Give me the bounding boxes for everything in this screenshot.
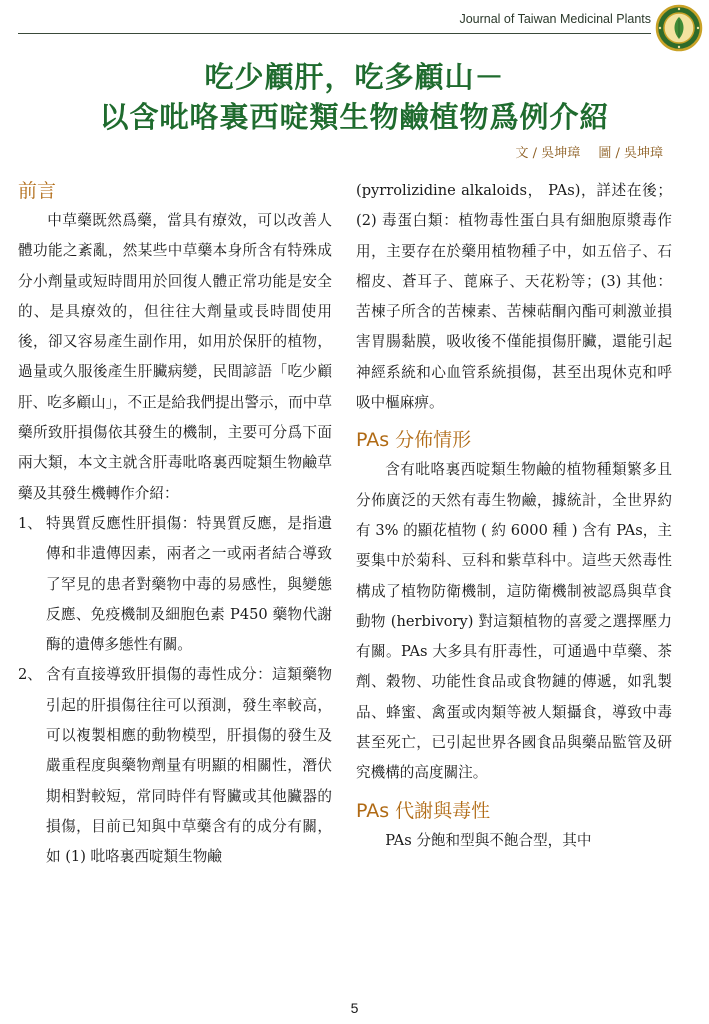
column-right <box>356 176 672 856</box>
section-heading-intro: 前言 <box>18 180 57 202</box>
list-item-number: 2、 <box>18 666 42 684</box>
metabolism-paragraph: PAs 分飽和型與不飽合型，其中 <box>385 831 592 849</box>
list-item-text: 特異質反應性肝損傷：特異質反應，是指遺傳和非遺傳因素，兩者之一或兩者結合導致了罕見的患者對藥物中毒的易感性，與變態反應、免疫機制及細胞色素 P450 藥物代謝酶的遺傳多態性有關。 <box>46 514 332 654</box>
article-title-line2: 以含吡咯裏西啶類生物鹼植物爲例介紹 <box>99 100 610 134</box>
journal-seal-icon <box>655 4 703 52</box>
column-left <box>18 176 332 873</box>
article-title-line1: 吃少顧肝，吃多顧山－ <box>204 60 505 94</box>
distribution-paragraph: 含有吡咯裏西啶類生物鹼的植物種類繁多且分佈廣泛的天然有毒生物鹼，據統計，全世界約有 3% 的顯花植物 ( 約 6000 種 ) 含有 PAs，主要集中於菊科、豆科和紫草科中。這些天然毒性構成了植物防衛機制，這防衛機制被認爲與草食動物 (herbivory) 對這類植物的喜愛之選擇壓力有關。PAs 大多具有肝毒性，可通過中草藥、茶劑、穀物、功能性食品或食物鏈的傳遞，如乳製品、蜂蜜、禽蛋或肉類等被人類攝食，導致中毒甚至死亡，已引起世界各國食品與藥品監管及研究機構的高度關注。 <box>356 461 672 782</box>
list-item <box>18 660 332 872</box>
section-heading-metabolism: PAs 代謝與毒性 <box>356 799 491 822</box>
list-item-text: 含有直接導致肝損傷的毒性成分：這類藥物引起的肝損傷往往可以預測，發生率較高，可以複製相應的動物模型，肝損傷的發生及嚴重程度與藥物劑量有明顯的相關性，潛伏期相對較短，常同時伴有腎臟或其他臟器的損傷，目前已知與中草藥含有的成分有關，如 (1) 吡咯裏西啶類生物鹼 <box>46 666 332 866</box>
page-number: 5 <box>350 1000 359 1016</box>
section-heading-distribution: PAs 分佈情形 <box>356 429 472 452</box>
header-divider <box>18 33 651 34</box>
intro-continued-paragraph: (pyrrolizidine alkaloids， PAs)，詳述在後；(2) 毒蛋白類：植物毒性蛋白具有細胞原漿毒作用，主要存在於藥用植物種子中，如五倍子、石榴皮、蒼耳子、蓖麻子、天花粉等；(3) 其他：苦楝子所含的苦楝素、苦楝萜酮內酯可刺激並損害胃腸黏膜，吸收後不僅能損傷肝臟，還能引起神經系統和心血管系統損傷，甚至出現休克和呼吸中樞麻痹。 <box>356 182 672 412</box>
journal-name: Journal of Taiwan Medicinal Plants <box>459 12 651 26</box>
byline-author: 文 / 吳坤璋 <box>515 146 581 161</box>
byline <box>516 142 663 161</box>
mechanism-list <box>18 509 332 873</box>
list-item-number: 1、 <box>18 514 42 532</box>
list-item <box>18 509 332 660</box>
byline-illustrator: 圖 / 吳坤璋 <box>598 146 663 161</box>
intro-paragraph: 中草藥既然爲藥，當具有療效，可以改善人體功能之紊亂，然某些中草藥本身所含有特殊成分小劑量或短時間用於回復人體正常功能是安全的、是具療效的，但往往大劑量或長時間使用後，卻又容易產生副作用，如用於保肝的植物，過量或久服後產生肝臟病變，民間諺語「吃少顧肝、吃多顧山」，不正是給我們提出警示，而中草藥所致肝損傷依其發生的機制，主要可分爲下面兩大類，本文主就含肝毒吡咯裏西啶類生物鹼草藥及其發生機轉作介紹： <box>18 212 332 502</box>
